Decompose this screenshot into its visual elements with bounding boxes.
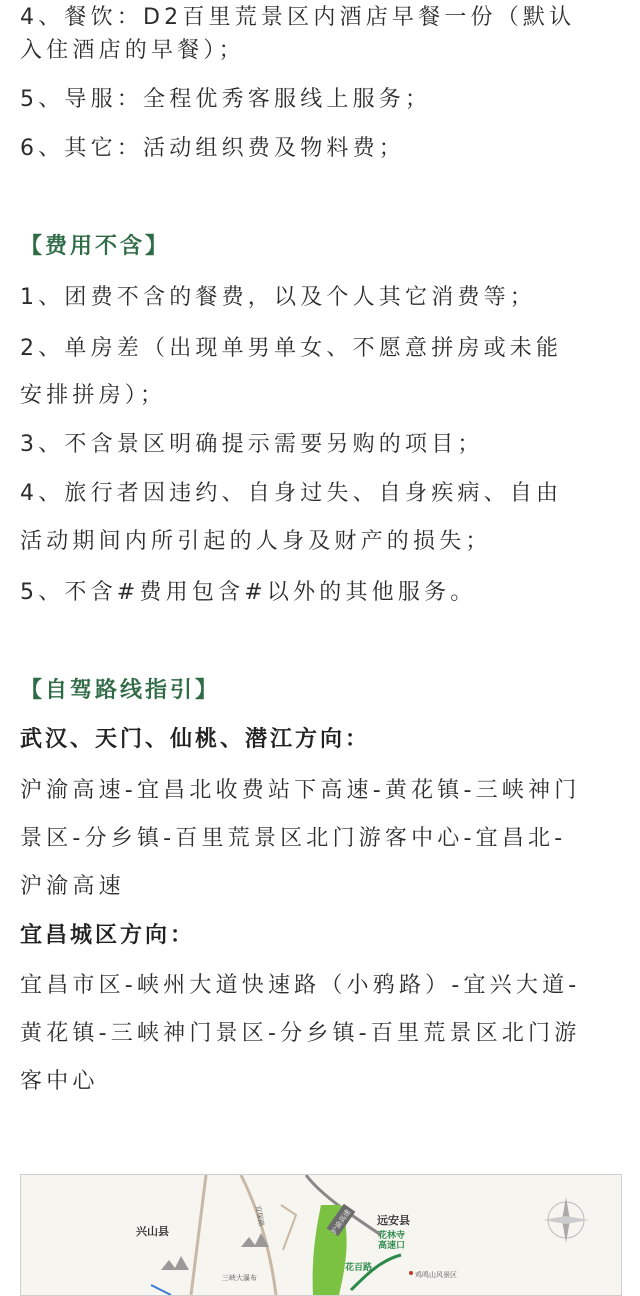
route-yichang-line-3: 客中心 [20, 1069, 99, 1094]
map-river [151, 1285, 171, 1295]
excluded-item-1: 1、团费不含的餐费，以及个人其它消费等； [20, 285, 536, 310]
section-heading-fee-excluded: 【费用不含】 [20, 234, 171, 259]
route-wuhan-line-1: 沪渝高速-宜昌北收费站下高速-黄花镇-三峡神门 [20, 778, 581, 803]
map-label-yuanan: 远安县 [377, 1214, 410, 1227]
route-yichang-line-2: 黄花镇-三峡神门景区-分乡镇-百里荒景区北门游 [20, 1021, 581, 1046]
excluded-item-4-line-1: 4、旅行者因违约、自身过失、自身疾病、自由 [20, 481, 563, 506]
map-road [191, 1175, 206, 1295]
included-item-6: 6、其它：活动组织费及物料费； [20, 136, 405, 161]
included-item-4-line-1: 4、餐饮：D2百里荒景区内酒店早餐一份（默认 [20, 5, 576, 30]
excluded-item-4-line-2: 活动期间内所引起的人身及财产的损失； [20, 529, 492, 554]
route-wuhan-line-3: 沪渝高速 [20, 874, 125, 899]
route-title-wuhan: 武汉、天门、仙桃、潜江方向： [20, 727, 371, 752]
mountain-icon [161, 1256, 189, 1270]
route-yichang-line-1: 宜昌市区-峡州大道快速路（小鸦路）-宜兴大道- [20, 973, 581, 998]
route-title-yichang: 宜昌城区方向： [20, 923, 196, 948]
excluded-item-2-line-2: 安排拼房）； [20, 383, 167, 408]
map-label-gaosukou: 高速口 [378, 1241, 406, 1251]
route-map-image [20, 1174, 622, 1296]
route-map-drawing [21, 1175, 621, 1295]
route-wuhan-line-2: 景区-分乡镇-百里荒景区北门游客中心-宜昌北- [20, 826, 567, 851]
section-heading-route-guide: 【自驾路线指引】 [20, 678, 221, 703]
map-label-huabailu: 花百路 [345, 1263, 373, 1273]
map-label-jiming: 鸡鸣山风景区 [415, 1271, 457, 1279]
excluded-item-5: 5、不含#费用包含#以外的其他服务。 [20, 580, 477, 605]
map-label-sanxia: 三峡大瀑布 [222, 1274, 257, 1282]
map-label-yibaolu: 宜保路 [253, 1204, 266, 1228]
map-label-highway: 沪渝高速 [329, 1208, 353, 1236]
excluded-item-2-line-1: 2、单房差（出现单男单女、不愿意拼房或未能 [20, 336, 563, 361]
map-road [281, 1205, 296, 1250]
included-item-5: 5、导服：全程优秀客服线上服务； [20, 87, 432, 112]
map-label-hualinsi: 花林寺 [378, 1231, 406, 1241]
included-item-4-line-2: 入住酒店的早餐）； [20, 38, 245, 63]
excluded-item-3: 3、不含景区明确提示需要另购的项目； [20, 432, 484, 457]
map-dot-icon [409, 1271, 413, 1275]
map-label-xingshan: 兴山县 [136, 1225, 169, 1238]
compass-icon [543, 1197, 589, 1243]
